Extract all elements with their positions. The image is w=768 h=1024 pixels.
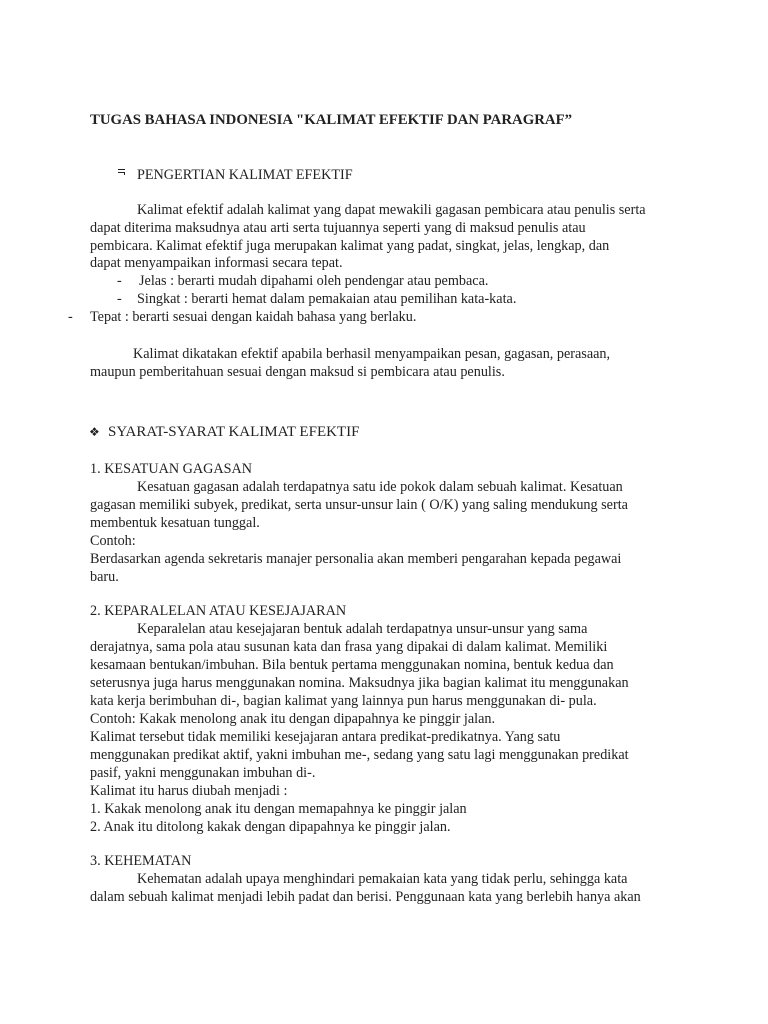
example-line: Contoh: Kakak menolong anak itu dengan dipapahnya ke pinggir jalan. — [90, 711, 496, 727]
paragraph-line: kata kerja berimbuhan di-, bagian kalimat yang lainnya pun harus menggunakan di- pula. — [90, 693, 597, 709]
paragraph-line: Kalimat tersebut tidak memiliki kesejajaran antara predikat-predikatnya. Yang satu — [90, 729, 561, 745]
section-kehematan — [0, 852, 768, 906]
paragraph-line: Kehematan adalah upaya menghindari pemakaian kata yang tidak perlu, sehingga kata — [137, 871, 628, 887]
list-item-marker: - — [68, 308, 73, 325]
dash-bullet-icon — [118, 169, 125, 173]
paragraph-line: Keparalelan atau kesejajaran bentuk adalah terdapatnya unsur-unsur yang sama — [137, 621, 588, 637]
paragraph-line: Kalimat dikatakan efektif apabila berhasil menyampaikan pesan, gagasan, perasaan, — [133, 346, 611, 362]
paragraph-line: pembicara. Kalimat efektif juga merupakan kalimat yang padat, singkat, jelas, lengkap, dan — [90, 237, 610, 254]
pengertian-paragraph-2 — [0, 345, 768, 381]
paragraph-line: pasif, yakni menggunakan imbuhan di-. — [90, 765, 316, 781]
section-keparalelan — [0, 602, 768, 836]
list-item — [0, 291, 768, 309]
list-item-marker: - — [117, 290, 122, 307]
numbered-item: 2. Anak itu ditolong kakak dengan dipapahnya ke pinggir jalan. — [90, 819, 451, 835]
paragraph-line: Kesatuan gagasan adalah terdapatnya satu ide pokok dalam sebuah kalimat. Kesatuan — [137, 479, 623, 495]
paragraph-line: seterusnya juga harus menggunakan nomina. Maksudnya jika bagian kalimat itu menggunakan — [90, 675, 629, 691]
numbered-item: 1. Kakak menolong anak itu dengan memapahnya ke pinggir jalan — [90, 801, 467, 817]
paragraph-line: maupun pemberitahuan sesuai dengan maksud si pembicara atau penulis. — [90, 364, 505, 380]
subsection-heading: 3. KEHEMATAN — [90, 853, 192, 869]
paragraph-line: menggunakan predikat aktif, yakni imbuhan me-, sedang yang satu lagi menggunakan predikat — [90, 747, 629, 763]
document-title: TUGAS BAHASA INDONESIA "KALIMAT EFEKTIF DAN PARAGRAF” — [90, 112, 573, 128]
list-item-marker: - — [117, 273, 122, 290]
section-heading-pengertian — [0, 166, 768, 184]
paragraph-line: dalam sebuah kalimat menjadi lebih padat dan berisi. Penggunaan kata yang berlebih hanya akan — [90, 889, 641, 905]
subsection-heading: 1. KESATUAN GAGASAN — [90, 461, 252, 477]
heading-text: PENGERTIAN KALIMAT EFEKTIF — [137, 167, 353, 183]
list-item — [0, 309, 768, 327]
paragraph-line: Berdasarkan agenda sekretaris manajer personalia akan memberi pengarahan kepada pegawai — [90, 551, 622, 567]
paragraph-line: Kalimat itu harus diubah menjadi : — [90, 783, 288, 799]
paragraph-line: Kalimat efektif adalah kalimat yang dapat mewakili gagasan pembicara atau penulis serta — [137, 202, 646, 218]
list-item — [0, 273, 768, 291]
pengertian-paragraph — [0, 202, 768, 327]
list-item-text: Tepat : berarti sesuai dengan kaidah bahasa yang berlaku. — [90, 308, 417, 325]
paragraph-line: dapat menyampaikan informasi secara tepat. — [90, 255, 343, 272]
example-label: Contoh: — [90, 533, 136, 549]
paragraph-line: dapat diterima maksudnya atau arti serta tujuannya seperti yang di maksud penulis atau — [90, 219, 586, 236]
paragraph-line: derajatnya, sama pola atau susunan kata dan frasa yang dipakai di dalam kalimat. Memiliki — [90, 639, 608, 655]
subsection-heading: 2. KEPARALELAN ATAU KESEJAJARAN — [90, 603, 347, 619]
section-kesatuan-gagasan — [0, 460, 768, 586]
list-item-text: Singkat : berarti hemat dalam pemakaian atau pemilihan kata-kata. — [137, 290, 517, 307]
list-item-text: Jelas : berarti mudah dipahami oleh pendengar atau pembaca. — [139, 273, 489, 290]
section-heading-syarat — [0, 423, 768, 441]
paragraph-line: gagasan memiliki subyek, predikat, serta unsur-unsur lain ( O/K) yang saling mendukung serta — [90, 497, 628, 513]
heading-text: SYARAT-SYARAT KALIMAT EFEKTIF — [108, 424, 360, 440]
paragraph-line: kesamaan bentukan/imbuhan. Bila bentuk pertama menggunakan nomina, bentuk kedua dan — [90, 657, 614, 673]
paragraph-line: membentuk kesatuan tunggal. — [90, 515, 260, 531]
paragraph-line: baru. — [90, 569, 119, 585]
four-diamond-bullet-icon — [89, 423, 100, 441]
